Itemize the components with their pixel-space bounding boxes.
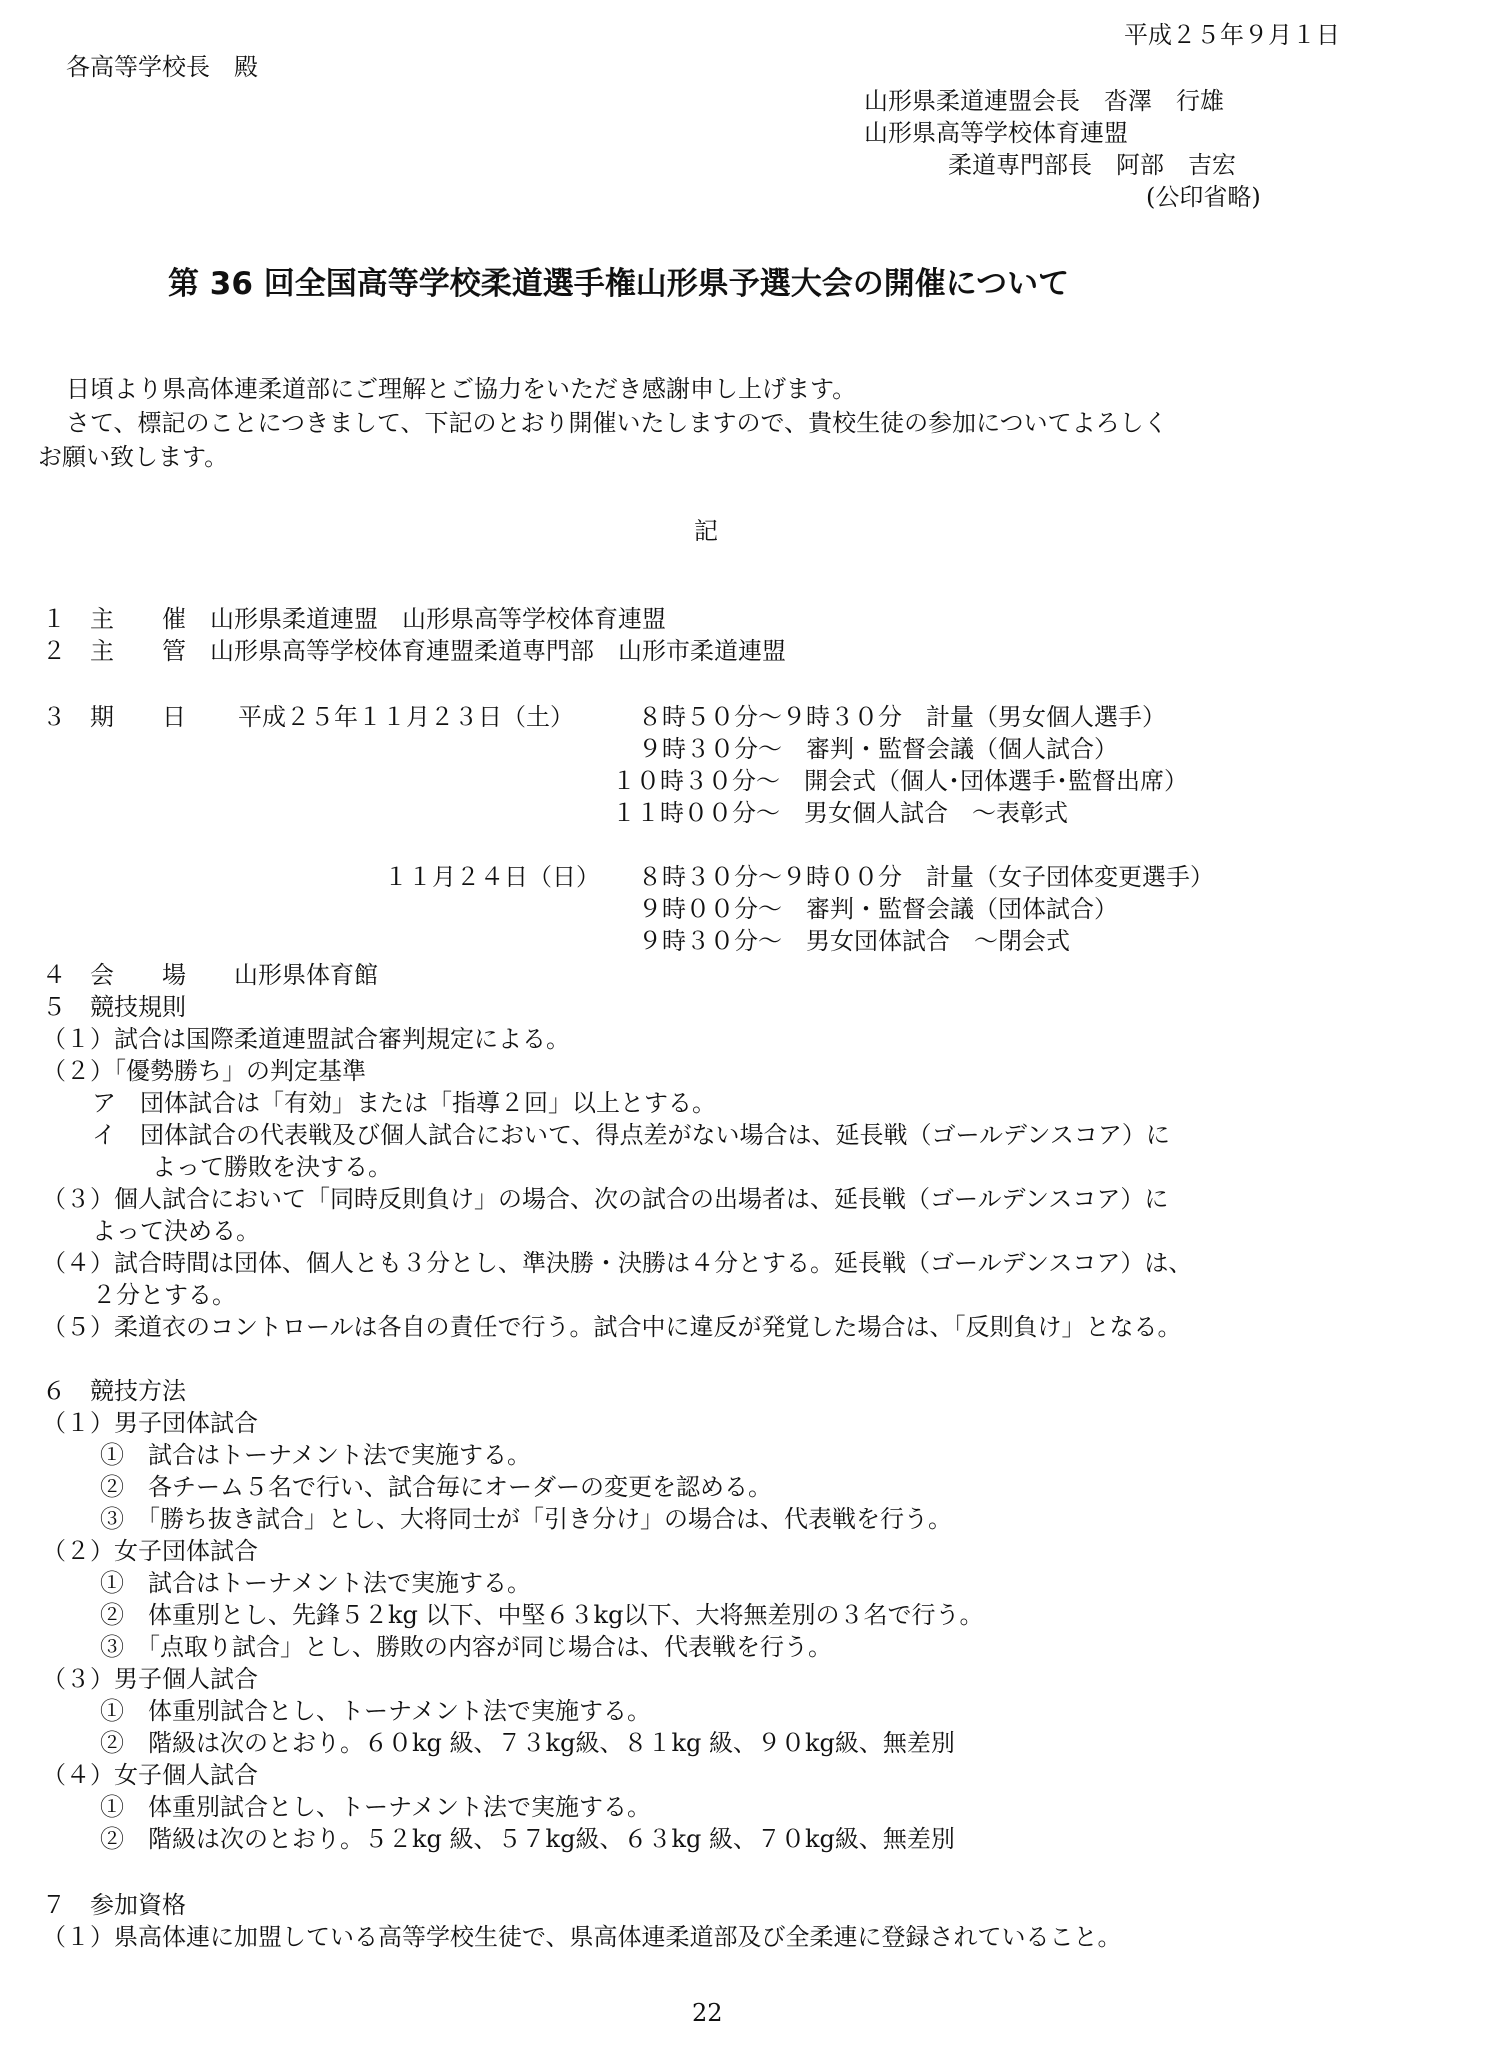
intro-line-2: さて、標記のことにつきまして、下記のとおり開催いたしますので、貴校生徒の参加についてよろしく bbox=[66, 409, 1168, 437]
intro-line-1: 日頃より県高体連柔道部にご理解とご協力をいただき感謝申し上げます。 bbox=[66, 375, 857, 403]
day1-date: 平成２５年１１月２３日（土） bbox=[238, 703, 574, 731]
day2-schedule-1: ８時３０分～９時００分 計量（女子団体変更選手） bbox=[638, 863, 1214, 891]
method-heading: ６ 競技方法 bbox=[42, 1377, 186, 1405]
intro-line-3: お願い致します。 bbox=[38, 443, 229, 471]
method-4-2: ② 階級は次のとおり。５２kg 級、５７kg級、６３kg 級、７０kg級、無差別 bbox=[100, 1825, 955, 1853]
method-4-1: ① 体重別試合とし、トーナメント法で実施する。 bbox=[100, 1793, 652, 1821]
rule-3-line-1: （３）個人試合において「同時反則負け」の場合、次の試合の出場者は、延長戦（ゴールデンスコア）に bbox=[42, 1185, 1169, 1213]
rule-5: （５）柔道衣のコントロールは各自の責任で行う。試合中に違反が発覚した場合は、「反則負け」となる。 bbox=[42, 1313, 1182, 1341]
item-venue: ４ 会 場 山形県体育館 bbox=[42, 961, 378, 989]
sender-line-3: 柔道専門部長 阿部 吉宏 bbox=[948, 151, 1236, 179]
method-4: （４）女子個人試合 bbox=[42, 1761, 258, 1789]
document-date: 平成２５年９月１日 bbox=[1124, 21, 1340, 49]
day2-schedule-2: ９時００分～ 審判・監督会議（団体試合） bbox=[638, 895, 1118, 923]
rule-2: （２）「優勢勝ち」の判定基準 bbox=[42, 1057, 366, 1085]
item-manager: ２ 主 管 山形県高等学校体育連盟柔道専門部 山形市柔道連盟 bbox=[42, 637, 786, 665]
rules-heading: ５ 競技規則 bbox=[42, 993, 186, 1021]
method-1-2: ② 各チーム５名で行い、試合毎にオーダーの変更を認める。 bbox=[100, 1473, 772, 1501]
method-3-1: ① 体重別試合とし、トーナメント法で実施する。 bbox=[100, 1697, 652, 1725]
method-2-1: ① 試合はトーナメント法で実施する。 bbox=[100, 1569, 532, 1597]
method-1-1: ① 試合はトーナメント法で実施する。 bbox=[100, 1441, 532, 1469]
method-1: （１）男子団体試合 bbox=[42, 1409, 258, 1437]
method-1-3: ③ 「勝ち抜き試合」とし、大将同士が「引き分け」の場合は、代表戦を行う。 bbox=[100, 1505, 952, 1533]
document-title: 第 36 回全国高等学校柔道選手権山形県予選大会の開催について bbox=[168, 266, 1070, 302]
rule-2b-line-2: よって勝敗を決する。 bbox=[152, 1153, 392, 1181]
day1-schedule-4: １１時００分～ 男女個人試合 ～表彰式 bbox=[612, 799, 1068, 827]
day2-date: １１月２４日（日） bbox=[384, 863, 600, 891]
seal-note: (公印省略) bbox=[1146, 183, 1261, 211]
ki-mark: 記 bbox=[694, 517, 718, 545]
item-period-label: ３ 期 日 bbox=[42, 703, 186, 731]
method-2-3: ③ 「点取り試合」とし、勝敗の内容が同じ場合は、代表戦を行う。 bbox=[100, 1633, 832, 1661]
sender-line-2: 山形県高等学校体育連盟 bbox=[864, 119, 1128, 147]
rule-3-line-2: よって決める。 bbox=[92, 1217, 260, 1245]
rule-4-line-1: （４）試合時間は団体、個人とも３分とし、準決勝・決勝は４分とする。延長戦（ゴールデンスコア）は、 bbox=[42, 1249, 1193, 1277]
method-3: （３）男子個人試合 bbox=[42, 1665, 258, 1693]
day1-schedule-2: ９時３０分～ 審判・監督会議（個人試合） bbox=[638, 735, 1118, 763]
day2-schedule-3: ９時３０分～ 男女団体試合 ～閉会式 bbox=[638, 927, 1070, 955]
item-organizer: １ 主 催 山形県柔道連盟 山形県高等学校体育連盟 bbox=[42, 605, 666, 633]
rule-2b-line-1: イ 団体試合の代表戦及び個人試合において、得点差がない場合は、延長戦（ゴールデンスコア）に bbox=[92, 1121, 1170, 1149]
sender-line-1: 山形県柔道連盟会長 沓澤 行雄 bbox=[864, 87, 1224, 115]
method-2: （２）女子団体試合 bbox=[42, 1537, 258, 1565]
method-3-2: ② 階級は次のとおり。６０kg 級、７３kg級、８１kg 級、９０kg級、無差別 bbox=[100, 1729, 955, 1757]
eligibility-1: （１）県高体連に加盟している高等学校生徒で、県高体連柔道部及び全柔連に登録されていること。 bbox=[42, 1923, 1122, 1951]
rule-2a: ア 団体試合は「有効」または「指導２回」以上とする。 bbox=[92, 1089, 716, 1117]
addressee: 各高等学校長 殿 bbox=[66, 53, 258, 81]
day1-schedule-1: ８時５０分～９時３０分 計量（男女個人選手） bbox=[638, 703, 1166, 731]
day1-schedule-3: １０時３０分～ 開会式（個人･団体選手･監督出席） bbox=[612, 767, 1188, 795]
page-number: 22 bbox=[692, 1999, 723, 2027]
eligibility-heading: ７ 参加資格 bbox=[42, 1891, 186, 1919]
rule-1: （１）試合は国際柔道連盟試合審判規定による。 bbox=[42, 1025, 570, 1053]
rule-4-line-2: ２分とする。 bbox=[92, 1281, 236, 1309]
method-2-2: ② 体重別とし、先鋒５２kg 以下、中堅６３kg以下、大将無差別の３名で行う。 bbox=[100, 1601, 984, 1629]
